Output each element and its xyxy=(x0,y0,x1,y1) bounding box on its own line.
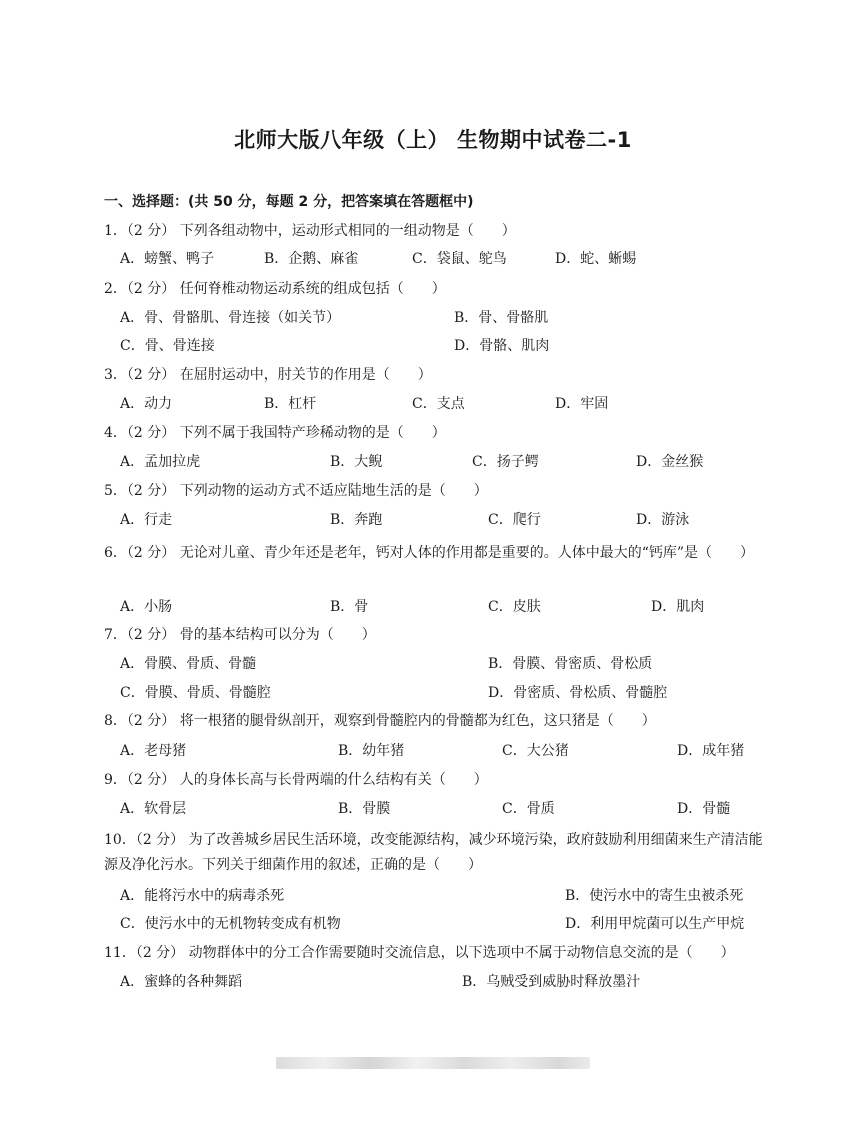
question-10-option-c: C．使污水中的无机物转变成有机物 xyxy=(120,916,341,932)
question-3-option-a: A．动力 xyxy=(120,396,173,412)
question-10-option-d: D．利用甲烷菌可以生产甲烷 xyxy=(565,916,745,932)
question-6-option-c: C．皮肤 xyxy=(488,599,541,615)
question-5-stem: 5．（2 分） 下列动物的运动方式不适应陆地生活的是（ ） xyxy=(104,483,488,499)
question-5-option-b: B．奔跑 xyxy=(330,512,383,528)
question-10-stem: 10．（2 分） 为了改善城乡居民生活环境，改变能源结构，减少环境污染，政府鼓励利用细菌来生产清洁能源及净化污水。下列关于细菌作用的叙述，正确的是（ ） xyxy=(104,832,763,873)
question-3-option-d: D．牢固 xyxy=(555,396,609,412)
question-11-option-a: A．蜜蜂的各种舞蹈 xyxy=(120,974,243,990)
question-9-option-d: D．骨髓 xyxy=(677,801,731,817)
question-6-stem: 6．（2 分） 无论对儿童、青少年还是老年，钙对人体的作用都是重要的。人体中最大的“钙库”是（ ） xyxy=(104,545,755,561)
question-1-stem: 1．（2 分） 下列各组动物中，运动形式相同的一组动物是（ ） xyxy=(104,223,516,239)
question-4-stem: 4．（2 分） 下列不属于我国特产珍稀动物的是（ ） xyxy=(104,425,446,441)
question-8-option-c: C．大公猪 xyxy=(502,743,569,759)
question-5-option-c: C．爬行 xyxy=(488,512,541,528)
blurred-footer-watermark xyxy=(276,1057,590,1069)
question-6-option-a: A．小肠 xyxy=(120,599,173,615)
question-5-option-a: A．行走 xyxy=(120,512,173,528)
question-4-option-d: D．金丝猴 xyxy=(636,454,704,470)
question-2-option-a: A．骨、骨骼肌、骨连接（如关节） xyxy=(120,310,341,326)
question-10-option-b: B．使污水中的寄生虫被杀死 xyxy=(565,888,744,904)
question-9-stem: 9．（2 分） 人的身体长高与长骨两端的什么结构有关（ ） xyxy=(104,772,488,788)
page-title: 北师大版八年级（上） 生物期中试卷二-1 xyxy=(234,128,632,152)
question-9-option-a: A．软骨层 xyxy=(120,801,187,817)
question-4-option-a: A．孟加拉虎 xyxy=(120,454,201,470)
question-1-option-d: D．蛇、蜥蜴 xyxy=(555,251,637,267)
question-7-option-d: D．骨密质、骨松质、骨髓腔 xyxy=(488,685,668,701)
section-heading: 一、选择题：(共 50 分，每题 2 分，把答案填在答题框中) xyxy=(104,194,474,210)
question-2-option-b: B．骨、骨骼肌 xyxy=(454,310,549,326)
question-9-option-b: B．骨膜 xyxy=(338,801,391,817)
question-1-option-c: C．袋鼠、鸵鸟 xyxy=(412,251,507,267)
question-8-option-d: D．成年猪 xyxy=(677,743,745,759)
question-7-option-b: B．骨膜、骨密质、骨松质 xyxy=(488,656,653,672)
question-1-option-a: A．螃蟹、鸭子 xyxy=(120,251,215,267)
question-2-option-d: D．骨骼、肌肉 xyxy=(454,338,550,354)
question-2-stem: 2．（2 分） 任何脊椎动物运动系统的组成包括（ ） xyxy=(104,281,446,297)
question-6-option-b: B．骨 xyxy=(330,599,369,615)
question-8-option-b: B．幼年猪 xyxy=(338,743,405,759)
question-3-stem: 3．（2 分） 在屈肘运动中，肘关节的作用是（ ） xyxy=(104,367,432,383)
question-3-option-c: C．支点 xyxy=(412,396,465,412)
question-7-option-c: C．骨膜、骨质、骨髓腔 xyxy=(120,685,271,701)
question-4-option-c: C．扬子鳄 xyxy=(472,454,539,470)
question-9-option-c: C．骨质 xyxy=(502,801,555,817)
question-4-option-b: B．大鲵 xyxy=(330,454,383,470)
question-11-option-b: B．乌贼受到威胁时释放墨汁 xyxy=(462,974,641,990)
question-7-stem: 7．（2 分） 骨的基本结构可以分为（ ） xyxy=(104,627,376,643)
question-1-option-b: B．企鹅、麻雀 xyxy=(264,251,359,267)
question-8-stem: 8．（2 分） 将一根猪的腿骨纵剖开，观察到骨髓腔内的骨髓都为红色，这只猪是（ ） xyxy=(104,713,656,729)
question-10-option-a: A．能将污水中的病毒杀死 xyxy=(120,888,285,904)
question-6-option-d: D．肌肉 xyxy=(651,599,705,615)
question-2-option-c: C．骨、骨连接 xyxy=(120,338,215,354)
question-11-stem: 11．（2 分） 动物群体中的分工合作需要随时交流信息，以下选项中不属于动物信息交流的是（ ） xyxy=(104,945,735,961)
question-5-option-d: D．游泳 xyxy=(636,512,690,528)
question-8-option-a: A．老母猪 xyxy=(120,743,187,759)
question-7-option-a: A．骨膜、骨质、骨髓 xyxy=(120,656,257,672)
question-3-option-b: B．杠杆 xyxy=(264,396,317,412)
